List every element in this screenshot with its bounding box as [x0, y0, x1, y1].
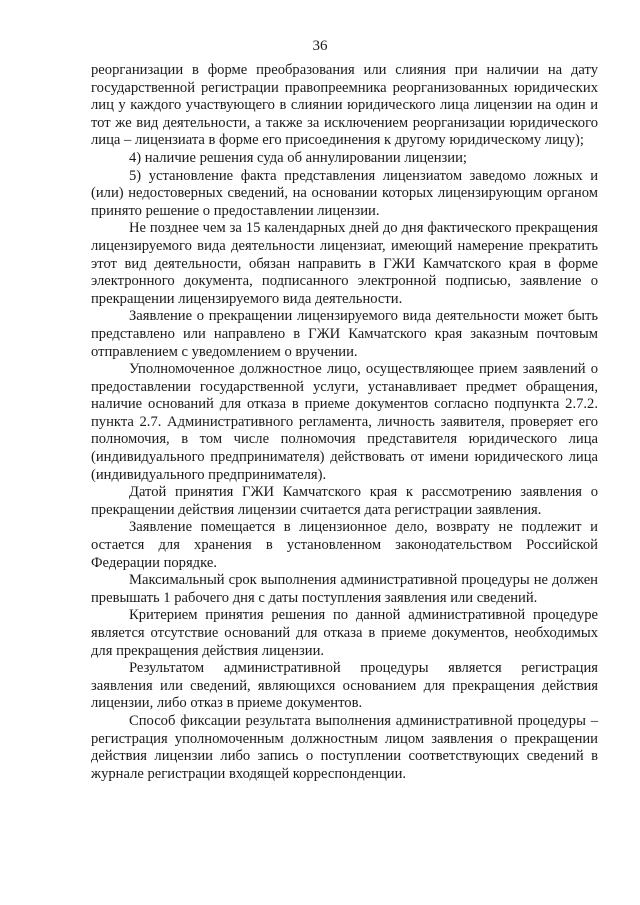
- document-body: [91, 62, 598, 783]
- paragraph-item-5: 5) установление факта представления лицензиатом заведомо ложных и (или) недостоверных сведений, на основании которых лицензирующим органом принято решение о предоставлении лицензии.: [91, 167, 598, 219]
- paragraph-deadline-notice: Не позднее чем за 15 календарных дней до дня фактического прекращения лицензируемого вида деятельности лицензиат, имеющий намерение прекратить этот вид деятельности, обязан направить в ГЖИ Камчатского края в форме электронного документа, подписанного электронной подписью, заявление о прекращении лицензируемого вида деятельности.: [91, 220, 598, 307]
- paragraph-max-term: Максимальный срок выполнения административной процедуры не должен превышать 1 рабочего дня с даты поступления заявления или сведений.: [91, 572, 598, 606]
- page-number: 36: [312, 38, 328, 54]
- paragraph-storage: Заявление помещается в лицензионное дело, возврату не подлежит и остается для хранения в установленном законодательством Российской Федерации порядке.: [91, 519, 598, 571]
- paragraph-result: Результатом административной процедуры является регистрация заявления или сведений, являющихся основанием для прекращения действия лицензии, либо отказ в приеме документов.: [91, 660, 598, 712]
- paragraph-item-4: 4) наличие решения суда об аннулировании лицензии;: [129, 149, 467, 166]
- paragraph-acceptance-date: Датой принятия ГЖИ Камчатского края к рассмотрению заявления о прекращении действия лицензии считается дата регистрации заявления.: [91, 484, 598, 518]
- paragraph-continuation: реорганизации в форме преобразования или слияния при наличии на дату государственной регистрации правопреемника реорганизованных юридических лиц у каждого участвующего в слиянии юридического лица лицензии на один и тот же вид деятельности, а также за исключением реорганизации юридического лица – лицензиата в форме его присоединения к другому юридическому лицу);: [91, 62, 598, 149]
- paragraph-official-check: Уполномоченное должностное лицо, осуществляющее прием заявлений о предоставлении государственной услуги, устанавливает предмет обращения, наличие оснований для отказа в приеме документов согласно подпункта 2.7.2. пункта 2.7. Административного регламента, личность заявителя, проверяет его полномочия, в том числе полномочия представителя юридического лица (индивидуального предпринимателя) действовать от имени юридического лица (индивидуального предпринимателя).: [91, 361, 598, 483]
- paragraph-fixation-method: Способ фиксации результата выполнения административной процедуры – регистрация уполномоченным должностным лицом заявления о прекращении действия лицензии либо запись о поступлении соответствующих сведений в журнале регистрации входящей корреспонденции.: [91, 712, 598, 782]
- paragraph-postal-submission: Заявление о прекращении лицензируемого вида деятельности может быть представлено или направлено в ГЖИ Камчатского края заказным почтовым отправлением с уведомлением о вручении.: [91, 308, 598, 360]
- paragraph-decision-criterion: Критерием принятия решения по данной административной процедуре является отсутствие оснований для отказа в приеме документов, необходимых для прекращения действия лицензии.: [91, 607, 598, 659]
